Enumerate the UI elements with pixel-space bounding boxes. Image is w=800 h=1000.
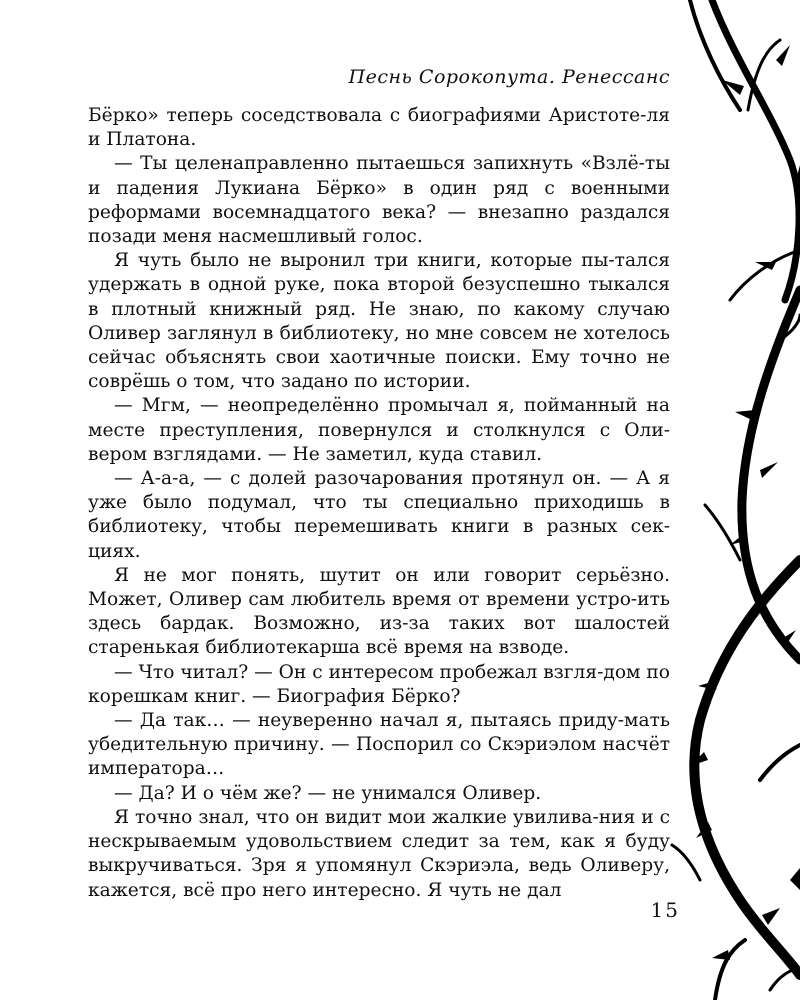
body-text <box>88 104 670 903</box>
paragraph: — А-а-а, — с долей разочарования протянул он. — А я уже было подумал, что ты специально приходишь в библиотеку, чтобы перемешивать книги в разных сек-циях. <box>88 468 670 562</box>
paragraph: Я точно знал, что он видит мои жалкие увилива-ния и с нескрываемым удовольствием следит за тем, как я буду выкручиваться. Зря я упомянул Скэриэла, ведь Оливеру, кажется, всё про него интересно. Я чуть не дал <box>88 806 670 901</box>
paragraph: — Да? И о чём же? — не унимался Оливер. <box>114 782 542 804</box>
paragraph: — Мгм, — неопределённо промычал я, пойманный на месте преступления, повернулся и столкнулся с Оли-вером взглядами. — Не заметил, куда ставил. <box>88 395 670 465</box>
paragraph: Я не мог понять, шутит он или говорит серьёзно. Может, Оливер сам любитель время от времени устро-ить здесь бардак. Возможно, из-за таких вот шалостей старенькая библиотекарша всё время на взводе. <box>88 564 670 659</box>
running-title: Песнь Сорокопута. Ренессанс <box>348 66 670 88</box>
paragraph: — Да так… — неуверенно начал я, пытаясь приду-мать убедительную причину. — Поспорил со Скэриэлом насчёт императора… <box>88 710 670 780</box>
paragraph: Бёрко» теперь соседствовала с биографиями Аристоте-ля и Платона. <box>88 105 670 151</box>
paragraph: Я чуть было не выронил три книги, которые пы-тался удержать в одной руке, пока второй безуспешно тыкался в плотный книжный ряд. Не знаю, по какому случаю Оливер заглянул в библиотеку, но мне совсем не хотелось сейчас объяснять свои хаотичные поиски. Ему точно не соврёшь о том, что задано по истории. <box>88 250 670 393</box>
paragraph: — Что читал? — Он с интересом пробежал взгля-дом по корешкам книг. — Биография Бёрко? <box>88 661 670 707</box>
paragraph: — Ты целенаправленно пытаешься запихнуть «Взлё-ты и падения Лукиана Бёрко» в один ряд с военными реформами восемнадцатого века? — внезапно раздался позади меня насмешливый голос. <box>88 153 670 248</box>
page-number: 15 <box>650 898 680 922</box>
